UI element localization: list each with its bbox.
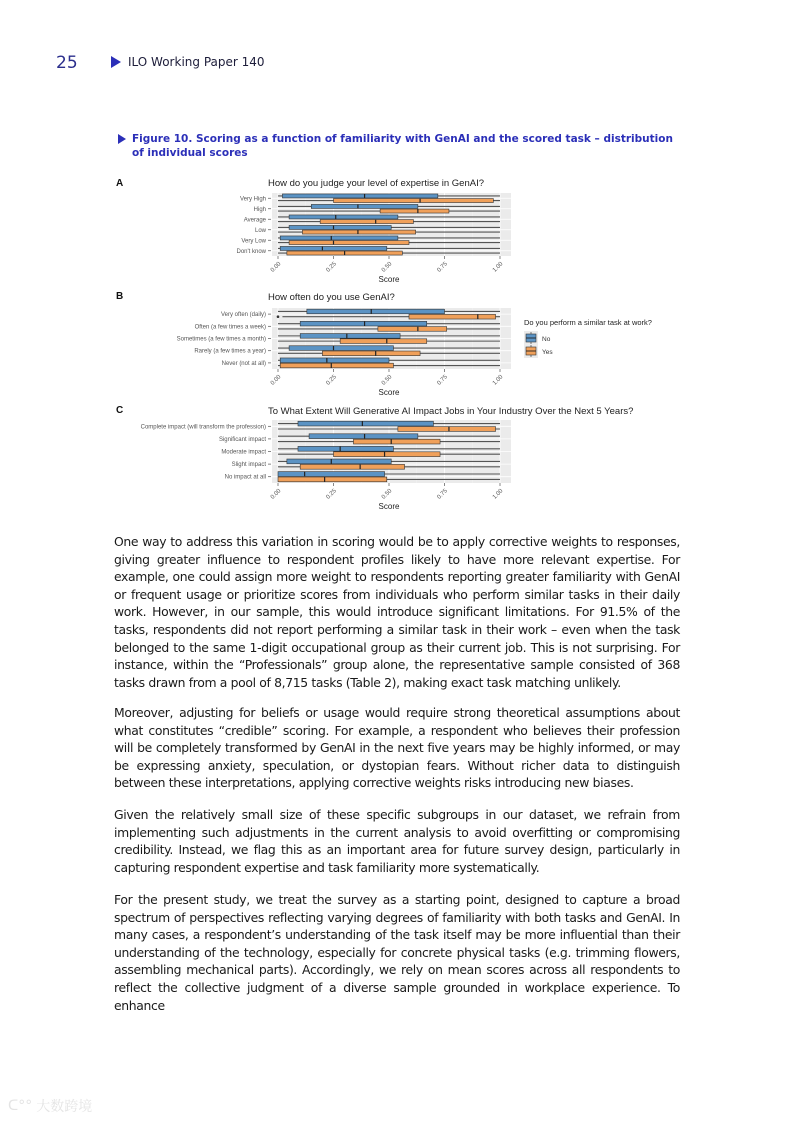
svg-text:0.00: 0.00 <box>269 261 283 274</box>
svg-text:High: High <box>253 206 266 213</box>
chart-legend <box>524 318 652 358</box>
svg-text:0.25: 0.25 <box>325 374 338 387</box>
svg-text:0.75: 0.75 <box>436 488 449 501</box>
svg-text:No impact at all: No impact at all <box>224 474 266 481</box>
body-paragraph-2: Moreover, adjusting for beliefs or usage would require strong theoretical assumptions about what constitutes “credible” scoring. For example, a respondent who believes their profession will be completely transformed by GenAI in the next five years may be highly informed, or may be expressing anxiety, speculation, or dystopian fears. Without richer data to distinguish between these interpretations, applying corrective weights risks introducing new biases. <box>114 705 680 791</box>
body-paragraph-4: For the present study, we treat the survey as a starting point, designed to capture a broad spectrum of perspectives reflecting varying degrees of familiarity with both tasks and GenAI. In many cases, a respondent’s understanding of the task itself may be more influential than their understanding of the technology, especially for concrete physical tasks (e.g. trimming flowers, assembling mechanical parts). Accordingly, we rely on mean scores across all respondents to reflect the collective judgment of a diverse sample grounded in workplace experience. To enhance <box>114 892 680 1013</box>
svg-text:0.75: 0.75 <box>436 261 449 274</box>
svg-text:0.00: 0.00 <box>269 374 283 387</box>
svg-text:Very Low: Very Low <box>241 238 266 245</box>
svg-text:Moderate impact: Moderate impact <box>221 449 266 456</box>
boxplot-panel-c <box>116 405 633 511</box>
svg-text:Slight impact: Slight impact <box>231 462 266 469</box>
svg-text:Don't know: Don't know <box>236 248 266 255</box>
svg-text:C: C <box>116 405 124 416</box>
svg-text:0.25: 0.25 <box>325 261 338 274</box>
page-number: 25 <box>56 53 78 73</box>
svg-text:1.00: 1.00 <box>491 261 505 274</box>
boxplot-panel-a <box>116 178 511 284</box>
svg-text:0.50: 0.50 <box>380 261 394 274</box>
svg-text:How often do you use GenAI?: How often do you use GenAI? <box>268 292 395 303</box>
svg-text:0.75: 0.75 <box>436 374 449 387</box>
svg-text:Low: Low <box>254 227 266 234</box>
boxplot-panel-b <box>116 291 511 397</box>
svg-text:0.50: 0.50 <box>380 488 394 501</box>
svg-text:B: B <box>116 291 124 302</box>
svg-text:Significant impact: Significant impact <box>218 436 266 443</box>
svg-text:0.25: 0.25 <box>325 488 338 501</box>
svg-text:1.00: 1.00 <box>491 374 505 387</box>
body-paragraph-3: Given the relatively small size of these specific subgroups in our dataset, we refrain from implementing such adjustments in the current analysis to avoid overfitting or compromising credibility. Instead, we flag this as an important area for future survey design, particularly in capturing respondent expertise and task familiarity more systematically. <box>114 807 680 875</box>
svg-text:Score: Score <box>378 275 400 284</box>
svg-text:Often (a few times a week): Often (a few times a week) <box>194 324 266 331</box>
svg-text:Very High: Very High <box>239 196 266 203</box>
svg-text:A: A <box>116 178 124 189</box>
svg-text:Score: Score <box>378 388 400 397</box>
svg-text:Never (not at all): Never (not at all) <box>221 360 266 367</box>
svg-text:No: No <box>542 336 551 343</box>
svg-text:0.50: 0.50 <box>380 374 394 387</box>
svg-text:How do you judge your level of: How do you judge your level of expertise in GenAI? <box>268 178 484 189</box>
svg-text:Yes: Yes <box>542 349 553 356</box>
watermark: ᑕ°° 大数跨境 <box>8 1098 93 1115</box>
figure-boxplots <box>0 0 793 520</box>
svg-text:Score: Score <box>378 502 400 511</box>
svg-text:Do you perform a similar task: Do you perform a similar task at work? <box>524 318 652 327</box>
body-paragraph-1: One way to address this variation in scoring would be to apply corrective weights to responses, giving greater influence to respondent profiles likely to have more relevant expertise. For example, one could assign more weight to respondents reporting greater familiarity with GenAI or frequent usage or prioritize scores from individuals who perform similar tasks in their daily work. However, in our sample, this would introduce significant limitations. For 91.5% of the tasks, respondents did not report performing a similar task in their work – even when the task belonged to the same 1-digit occupational group as their current job. This is not surprising. For instance, within the “Professionals” group alone, the representative sample consisted of 368 tasks drawn from a pool of 8,715 tasks (Table 2), making exact task matching unlikely. <box>114 534 680 690</box>
svg-text:Very often (daily): Very often (daily) <box>220 312 266 319</box>
figure-caption-text: Figure 10. Scoring as a function of familiarity with GenAI and the scored task – distribution of individual scores <box>132 133 673 159</box>
svg-text:To What Extent Will Generative: To What Extent Will Generative AI Impact Jobs in Your Industry Over the Next 5 Years? <box>268 406 634 417</box>
watermark-logo-icon: ᑕ°° <box>8 1098 33 1114</box>
svg-text:1.00: 1.00 <box>491 488 505 501</box>
svg-text:Complete impact (will transfor: Complete impact (will transform the profession) <box>140 424 266 431</box>
svg-text:Rarely (a few times a year): Rarely (a few times a year) <box>194 348 266 355</box>
running-title: ILO Working Paper 140 <box>128 55 265 69</box>
svg-text:Average: Average <box>243 217 266 224</box>
svg-text:0.00: 0.00 <box>269 488 283 501</box>
svg-text:Sometimes (a few times a month: Sometimes (a few times a month) <box>176 336 266 343</box>
